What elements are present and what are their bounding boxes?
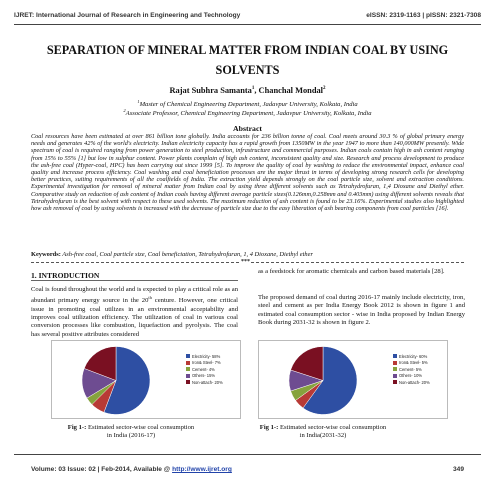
keywords — [31, 251, 464, 258]
legend-label: Non-attach- 20% — [192, 379, 223, 385]
figure-1-legend — [186, 353, 223, 386]
author-separator: , — [254, 86, 259, 95]
keywords-text: Ash-free coal, Coal particle size, Coal beneficiation, Tetrahydrofuran, 1, 4 Dioxane, Diethyl ether — [60, 251, 313, 258]
author-1: Rajat Subhra Samanta — [169, 86, 252, 95]
legend-label: Iron& Steel- 7% — [192, 360, 221, 366]
issn-info: eISSN: 2319-1163 | pISSN: 2321-7308 — [366, 12, 481, 19]
legend-entry-2 — [393, 360, 430, 367]
author-2-superscript: 2 — [323, 86, 326, 92]
legend-swatch — [186, 380, 190, 384]
legend-swatch — [393, 374, 397, 378]
footer-divider — [14, 454, 481, 455]
legend-label: Others- 10% — [399, 373, 422, 379]
legend-entry-5 — [393, 379, 430, 386]
legend-swatch — [393, 354, 397, 358]
legend-label: Non-attach- 20% — [399, 379, 430, 385]
affiliation-1-superscript: 1 — [137, 99, 140, 104]
legend-label: Cement- 5% — [399, 366, 422, 372]
legend-label: Iron& Steel- 5% — [399, 360, 428, 366]
legend-entry-5 — [186, 379, 223, 386]
section-heading-introduction: 1. INTRODUCTION — [31, 271, 100, 280]
figure-2-caption-label: Fig 1-: — [259, 424, 279, 431]
journal-name: IJRET: International Journal of Research in Engineering and Technology — [14, 12, 241, 19]
author-1-superscript: 1 — [251, 86, 255, 92]
figure-2-pie — [263, 343, 383, 418]
figure-1-pie — [56, 343, 176, 418]
legend-swatch — [186, 367, 190, 371]
intro-paragraph-1 — [31, 286, 238, 339]
keywords-label: Keywords: — [31, 251, 61, 258]
figure-1-caption-label: Fig 1-: — [67, 424, 87, 431]
section-heading-rule — [31, 280, 238, 281]
figure-2-caption — [258, 424, 388, 440]
legend-swatch — [393, 367, 397, 371]
legend-entry-2 — [186, 360, 223, 367]
abstract-heading: Abstract — [232, 124, 262, 133]
legend-label: Electricity- 60% — [399, 353, 428, 359]
author-line — [0, 86, 495, 95]
intro-paragraph-1-b: centure. However, one critical issue in promoting coal utilizes in an environmental acceptability and improves coal utilization efficiency. The utilization of coal in various coal conversion processes like combustion, liquefaction and pyrolysis. The coal has several positive attributes considered — [31, 297, 238, 338]
legend-entry-1 — [186, 353, 223, 360]
figure-2-caption-text: Estimated sector-wise coal consumption in India(2031-32) — [278, 424, 387, 439]
affiliation-2 — [0, 108, 495, 117]
figure-1-caption — [66, 424, 196, 440]
affiliation-1 — [0, 99, 495, 108]
header-divider — [14, 24, 481, 25]
legend-swatch — [393, 380, 397, 384]
legend-swatch — [186, 354, 190, 358]
legend-swatch — [393, 361, 397, 365]
intro-paragraph-1-sup: th — [148, 295, 152, 301]
affiliation-1-text: Master of Chemical Engineering Department, Jadavpur University, Kolkata, India — [139, 101, 358, 109]
divider-stars: *** — [241, 259, 250, 265]
abstract-text: Coal resources have been estimated at over 861 billion tone globally. India accounts for 236 billion tonne of coal. Coal meets around 30.3 % of global primary energy needs and generates 42% of the world's electricity. Indian electricity capacity has a rapid growth from 1350MW in the year 1947 to more than 140,000MW presently. Wide spectrum of coal is required ranging from power generation to steel production, infrastructure and commercial purposes. Indian coals contain high in ash content ranging from 15% to 55% [1] but low in sulphur content. Power plants complain of high ash content, inconsistent quality and size. Research and process development to produce the ash-free coal (Hyper-coal, HPC) has been carrying out since 1999 [5]. To improve the quality of coal by washing to reduce the environmental impact, enhance coal quality and increase process efficiency. Coal washing and coal beneficiation processes are the major thrust in terms of developing strong research cells for developing better practices, suiting requirements of all the coalfields of India. The extraction yield depends strongly on the coal particle size, solvent and extraction conditions. Experimental investigation for removal of mineral matter from Indian coal by using three different solvents such as Tetrahydrofuran, 1,4 Dioxane and Diethyl ether. Comparative study on reduction of ash content of Indian coals having different average particle sizes(0.126mm,0.258mm and 0.403mm) using different solvents reveals that Tetrahydrofuran is the best solvent with respect to these used solvents. The maximum reduction of ash content is found to be 23.16%. Experimental studies also highlighted how ash removal of coal by using solvents is increased with the decrease of particle size due to the easy liberation of ash bearing components from coal particles [16]. — [31, 133, 464, 213]
figure-2-chart — [258, 340, 448, 419]
legend-label: Electricity- 58% — [192, 353, 221, 359]
figure-2-legend — [393, 353, 430, 386]
legend-swatch — [186, 361, 190, 365]
legend-swatch — [186, 374, 190, 378]
footer-volume — [31, 466, 232, 473]
paper-title: SEPARATION OF MINERAL MATTER FROM INDIAN COAL BY USING SOLVENTS — [46, 43, 449, 77]
legend-label: Others- 15% — [192, 373, 215, 379]
intro-paragraph-1-a: Coal is found throughout the world and is expected to play a critical role as an abundant primary energy source in the 20 — [31, 286, 238, 305]
legend-entry-1 — [393, 353, 430, 360]
author-2: Chanchal Mondal — [258, 86, 324, 95]
page-number: 349 — [452, 466, 464, 473]
journal-link[interactable]: http://www.ijret.org — [172, 466, 232, 473]
figure-1-caption-text: Estimated sector-wise coal consumption in India (2016-17) — [86, 424, 195, 439]
intro-paragraph-3: The proposed demand of coal during 2016-17 mainly include electricity, iron, steel and cement as per India Energy Book 2012 is shown in figure 1 and estimated coal consumption sector - wise in India proposed by Indian Energy Book during 2031-32 is shown in figure 2. — [258, 294, 465, 326]
intro-paragraph-2: as a feedstock for aromatic chemicals and carbon based materials [28]. — [258, 268, 445, 275]
figure-1-chart — [51, 340, 241, 419]
legend-label: Cement- 4% — [192, 366, 215, 372]
affiliation-2-superscript: 2 — [123, 108, 126, 113]
affiliation-2-text: Associate Professor, Chemical Engineering Department, Jadavpur University, Kolkata, India — [125, 110, 372, 118]
footer-volume-text: Volume: 03 Issue: 02 | Feb-2014, Available @ — [31, 466, 173, 473]
